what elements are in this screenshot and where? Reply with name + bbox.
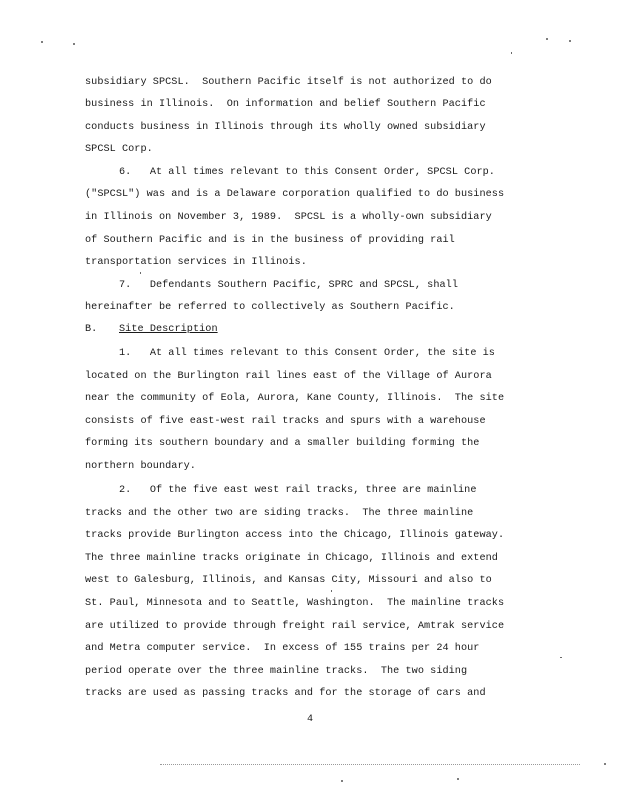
text-line: tracks are used as passing tracks and for the storage of cars and — [85, 688, 486, 699]
text-line: business in Illinois. On information and belief Southern Pacific — [85, 99, 486, 110]
page-number: 4 — [307, 714, 314, 725]
text-line: west to Galesburg, Illinois, and Kansas City, Missouri and also to — [85, 575, 492, 586]
text-line: tracks and the other two are siding tracks. The three mainline — [85, 508, 474, 519]
paragraph-7-start: 7. Defendants Southern Pacific, SPRC and SPCSL, shall — [119, 280, 458, 291]
scan-speck — [560, 657, 562, 658]
text-line: period operate over the three mainline tracks. The two siding — [85, 666, 468, 677]
scan-speck — [546, 38, 548, 40]
text-line: ("SPCSL") was and is a Delaware corporation qualified to do business — [85, 189, 505, 200]
text-line: and Metra computer service. In excess of 155 trains per 24 hour — [85, 643, 480, 654]
scan-speck — [511, 52, 512, 54]
text-line: conducts business in Illinois through its wholly owned subsidiary — [85, 122, 486, 133]
paragraph-2-start: 2. Of the five east west rail tracks, three are mainline — [119, 485, 477, 496]
text-line: forming its southern boundary and a smaller building forming the — [85, 438, 480, 449]
scan-speck — [331, 590, 332, 592]
text-line: subsidiary SPCSL. Southern Pacific itself is not authorized to do — [85, 77, 492, 88]
scan-speck — [41, 41, 43, 43]
text-line: transportation services in Illinois. — [85, 257, 307, 268]
text-line: tracks provide Burlington access into the Chicago, Illinois gateway. — [85, 530, 505, 541]
text-line: are utilized to provide through freight rail service, Amtrak service — [85, 621, 505, 632]
text-line: The three mainline tracks originate in Chicago, Illinois and extend — [85, 553, 498, 564]
scan-speck — [73, 43, 75, 45]
paragraph-1-start: 1. At all times relevant to this Consent Order, the site is — [119, 348, 495, 359]
text-line: near the community of Eola, Aurora, Kane County, Illinois. The site — [85, 393, 505, 404]
scan-speck — [569, 40, 571, 42]
scan-speck — [457, 778, 459, 780]
text-line: consists of five east-west rail tracks and spurs with a warehouse — [85, 416, 486, 427]
text-line: SPCSL Corp. — [85, 144, 153, 155]
text-line: St. Paul, Minnesota and to Seattle, Washington. The mainline tracks — [85, 598, 505, 609]
section-heading: Site Description — [119, 324, 218, 335]
text-line: hereinafter be referred to collectively as Southern Pacific. — [85, 302, 455, 313]
section-letter: B. — [85, 324, 98, 335]
paragraph-6-start: 6. At all times relevant to this Consent Order, SPCSL Corp. — [119, 167, 495, 178]
scan-speck — [604, 763, 606, 765]
text-line: located on the Burlington rail lines east of the Village of Aurora — [85, 371, 492, 382]
text-line: of Southern Pacific and is in the business of providing rail — [85, 235, 455, 246]
scan-speck — [140, 272, 141, 274]
text-line: northern boundary. — [85, 461, 196, 472]
text-line: in Illinois on November 3, 1989. SPCSL is a wholly-own subsidiary — [85, 212, 492, 223]
scan-speck — [341, 780, 343, 782]
scan-dotted-line — [160, 764, 580, 766]
